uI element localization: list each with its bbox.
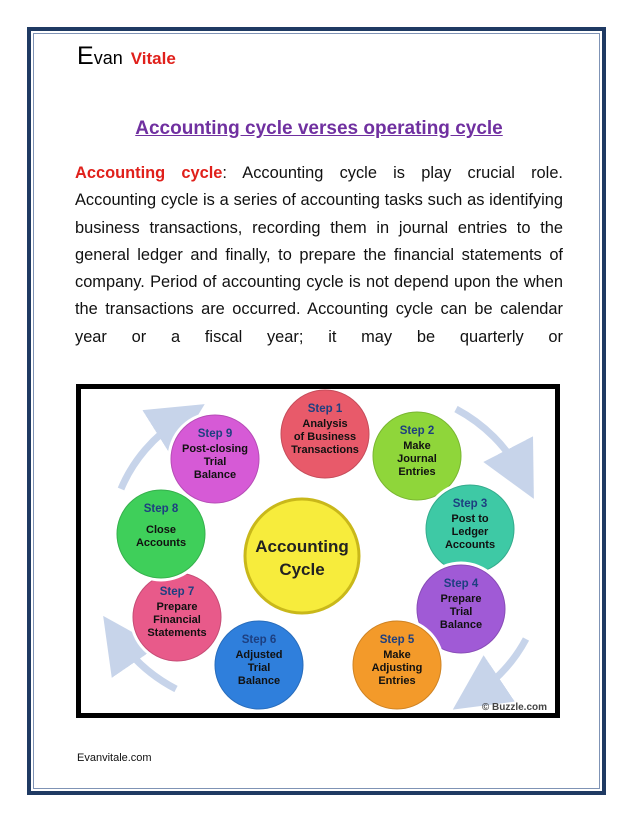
step-7-number: Step 7 (159, 586, 195, 598)
step-1-label: Analysis (302, 418, 348, 430)
step-4-label: Balance (439, 619, 483, 631)
step-3-label: Post to (451, 513, 489, 525)
page-title: Accounting cycle verses operating cycle (135, 118, 503, 139)
arrow-top-right (456, 409, 521, 474)
step-6-circle (213, 619, 305, 711)
step-8-number: Step 8 (143, 503, 179, 515)
step-5-number: Step 5 (379, 634, 415, 646)
step-3-number: Step 3 (452, 498, 488, 510)
author-first-name: van (93, 48, 123, 68)
center-label-line2: Cycle (279, 560, 325, 579)
step-1-label: of Business (293, 431, 357, 443)
step-9-label: Trial (203, 456, 227, 468)
step-3-circle (424, 483, 516, 575)
step-5-label: Entries (378, 675, 416, 687)
step-2-label: Entries (398, 466, 436, 478)
accounting-cycle-diagram (76, 384, 560, 718)
step-5-label: Adjusting (371, 662, 423, 674)
step-8-label: Close (146, 524, 176, 536)
paragraph-term: Accounting cycle (75, 164, 223, 182)
step-3-label: Accounts (444, 539, 496, 551)
step-1-number: Step 1 (307, 403, 343, 415)
step-8-label: Accounts (135, 537, 187, 549)
diagram-watermark: © Buzzle.com (481, 702, 547, 713)
step-2-label: Make (403, 440, 431, 452)
author-first-initial: E (77, 42, 94, 70)
step-2-number: Step 2 (399, 425, 435, 437)
step-7-label: Prepare (156, 601, 198, 613)
cycle-graphic (81, 389, 555, 713)
body-paragraph (75, 160, 563, 351)
step-4-label: Prepare (440, 593, 482, 605)
step-7-label: Statements (147, 627, 207, 639)
step-5-label: Make (383, 649, 411, 661)
center-circle (245, 499, 359, 613)
step-1-circle (279, 389, 371, 480)
step-7-label: Financial (153, 614, 201, 626)
step-3-label: Ledger (451, 526, 489, 538)
step-9-circle (169, 413, 261, 505)
step-9-number: Step 9 (197, 428, 233, 440)
paragraph-body: : Accounting cycle is play crucial role. Accounting cycle is a series of accounting tasks such as identifying business transactions, recording them in journal entries to the general ledger and finally, to prepare the financial statements of company. Period of accounting cycle is not depend upon the when the transactions are occurred. Accounting cycle can be calendar year or a fiscal year; it may be quarterly or (75, 164, 563, 346)
step-9-label: Post-closing (181, 443, 249, 455)
step-6-label: Balance (237, 675, 281, 687)
step-4-number: Step 4 (443, 578, 479, 590)
step-4-label: Trial (449, 606, 473, 618)
step-6-number: Step 6 (241, 634, 277, 646)
step-6-label: Adjusted (235, 649, 283, 661)
step-1-label: Transactions (291, 444, 359, 456)
step-9-label: Balance (193, 469, 237, 481)
step-6-label: Trial (247, 662, 271, 674)
footer-url: Evanvitale.com (77, 752, 152, 764)
author-last-name: Vitale (130, 49, 176, 68)
author-header (77, 42, 176, 71)
step-5-circle (351, 619, 443, 711)
step-7-circle (131, 571, 223, 663)
step-2-label: Journal (397, 453, 437, 465)
step-8-circle (115, 488, 207, 580)
center-label-line1: Accounting (255, 537, 349, 556)
